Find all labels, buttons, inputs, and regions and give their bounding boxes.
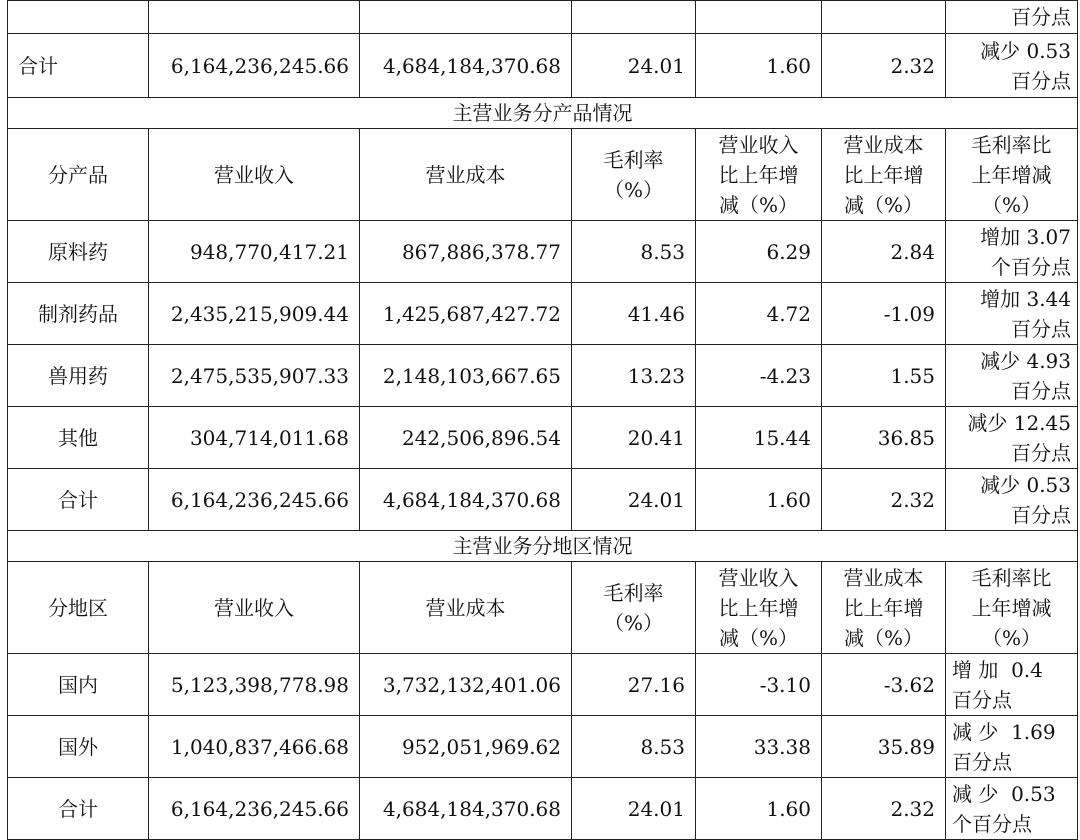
rev-change-cell: 1.60 bbox=[696, 34, 822, 98]
cell-empty bbox=[8, 1, 149, 34]
margin-change-line-1: 减 少 0.53 bbox=[952, 781, 1056, 806]
table-row-total bbox=[8, 469, 1078, 531]
cost-cell: 4,684,184,370.68 bbox=[360, 778, 572, 840]
cost-change-cell: -3.62 bbox=[822, 654, 946, 716]
header-text: 毛利率 bbox=[603, 580, 664, 605]
financial-table bbox=[7, 0, 1078, 840]
table-row bbox=[8, 345, 1078, 407]
revenue-cell: 2,435,215,909.44 bbox=[149, 283, 360, 345]
margin-cell: 24.01 bbox=[572, 469, 696, 531]
header-text: 营业成本 bbox=[843, 132, 924, 157]
revenue-cell: 948,770,417.21 bbox=[149, 221, 360, 283]
margin-change-line-1: 增 加 0.4 bbox=[952, 657, 1043, 682]
margin-change-line-1: 增加 3.44 bbox=[980, 286, 1071, 311]
header-text: 毛利率 bbox=[603, 147, 664, 172]
cost-cell: 3,732,132,401.06 bbox=[360, 654, 572, 716]
header-text: 比上年增 bbox=[718, 162, 799, 187]
header-cost-change bbox=[822, 129, 946, 221]
cost-change-cell: 36.85 bbox=[822, 407, 946, 469]
header-text: 减（%） bbox=[843, 192, 923, 217]
region-section-title-row bbox=[8, 531, 1078, 562]
margin-change-line-2: 百分点 bbox=[1011, 68, 1071, 93]
header-text: 比上年增 bbox=[843, 162, 924, 187]
margin-change-line-2: 百分点 bbox=[952, 749, 1012, 774]
cell-empty bbox=[360, 1, 572, 34]
rev-change-cell: 4.72 bbox=[696, 283, 822, 345]
revenue-cell: 6,164,236,245.66 bbox=[149, 469, 360, 531]
row-label: 国内 bbox=[8, 654, 149, 716]
cost-cell: 2,148,103,667.65 bbox=[360, 345, 572, 407]
section-title: 主营业务分产品情况 bbox=[8, 98, 1078, 129]
table-row bbox=[8, 407, 1078, 469]
margin-change-cell bbox=[946, 407, 1078, 469]
top-partial-row bbox=[8, 1, 1078, 34]
cost-change-cell: 2.32 bbox=[822, 469, 946, 531]
top-total-row bbox=[8, 34, 1078, 98]
row-label: 合计 bbox=[8, 469, 149, 531]
margin-change-cell bbox=[946, 469, 1078, 531]
revenue-cell: 6,164,236,245.66 bbox=[149, 34, 360, 98]
cost-cell: 4,684,184,370.68 bbox=[360, 469, 572, 531]
rev-change-cell: 33.38 bbox=[696, 716, 822, 778]
margin-change-cell bbox=[946, 283, 1078, 345]
header-category: 分产品 bbox=[8, 129, 149, 221]
cost-change-cell: 2.84 bbox=[822, 221, 946, 283]
cell-empty bbox=[822, 1, 946, 34]
rev-change-cell: 15.44 bbox=[696, 407, 822, 469]
margin-cell: 8.53 bbox=[572, 221, 696, 283]
table-row bbox=[8, 283, 1078, 345]
margin-change-line-1: 减少 0.53 bbox=[980, 38, 1071, 63]
header-margin bbox=[572, 562, 696, 654]
header-text: （%） bbox=[981, 192, 1041, 217]
margin-change-line-1: 减少 0.53 bbox=[980, 472, 1071, 497]
margin-change-cell bbox=[946, 345, 1078, 407]
region-header-row bbox=[8, 562, 1078, 654]
margin-change-line-1: 减 少 1.69 bbox=[952, 719, 1056, 744]
margin-cell: 27.16 bbox=[572, 654, 696, 716]
row-label: 其他 bbox=[8, 407, 149, 469]
margin-cell: 20.41 bbox=[572, 407, 696, 469]
rev-change-cell: 1.60 bbox=[696, 778, 822, 840]
header-margin-change bbox=[946, 129, 1078, 221]
cell-empty bbox=[572, 1, 696, 34]
margin-cell: 13.23 bbox=[572, 345, 696, 407]
cost-change-cell: 2.32 bbox=[822, 778, 946, 840]
section-title: 主营业务分地区情况 bbox=[8, 531, 1078, 562]
product-section-title-row bbox=[8, 98, 1078, 129]
cost-change-cell: 1.55 bbox=[822, 345, 946, 407]
header-cost-change bbox=[822, 562, 946, 654]
margin-cell: 8.53 bbox=[572, 716, 696, 778]
header-category: 分地区 bbox=[8, 562, 149, 654]
margin-change-line-2: 百分点 bbox=[1011, 440, 1071, 465]
header-rev-change bbox=[696, 562, 822, 654]
header-text: 减（%） bbox=[843, 625, 923, 650]
cost-change-cell: -1.09 bbox=[822, 283, 946, 345]
cell-empty bbox=[696, 1, 822, 34]
margin-change-tail: 百分点 bbox=[1011, 5, 1071, 29]
revenue-cell: 6,164,236,245.66 bbox=[149, 778, 360, 840]
row-label: 制剂药品 bbox=[8, 283, 149, 345]
header-revenue: 营业收入 bbox=[149, 562, 360, 654]
header-text: 营业收入 bbox=[718, 565, 799, 590]
rev-change-cell: 1.60 bbox=[696, 469, 822, 531]
margin-change-line-2: 百分点 bbox=[1011, 378, 1071, 403]
header-revenue: 营业收入 bbox=[149, 129, 360, 221]
header-text: 营业收入 bbox=[718, 132, 799, 157]
margin-cell: 24.01 bbox=[572, 778, 696, 840]
header-margin bbox=[572, 129, 696, 221]
margin-change-cell bbox=[946, 34, 1078, 98]
header-cost: 营业成本 bbox=[360, 562, 572, 654]
row-label: 兽用药 bbox=[8, 345, 149, 407]
margin-change-line-1: 减少 12.45 bbox=[967, 410, 1071, 435]
margin-change-cell bbox=[946, 716, 1078, 778]
header-rev-change bbox=[696, 129, 822, 221]
cost-cell: 242,506,896.54 bbox=[360, 407, 572, 469]
header-text: 减（%） bbox=[718, 192, 798, 217]
rev-change-cell: -4.23 bbox=[696, 345, 822, 407]
margin-change-cell bbox=[946, 221, 1078, 283]
margin-change-line-2: 百分点 bbox=[1011, 316, 1071, 341]
row-label: 合计 bbox=[8, 778, 149, 840]
header-text: 比上年增 bbox=[718, 595, 799, 620]
cost-cell: 4,684,184,370.68 bbox=[360, 34, 572, 98]
header-cost: 营业成本 bbox=[360, 129, 572, 221]
cost-change-cell: 2.32 bbox=[822, 34, 946, 98]
row-label: 原料药 bbox=[8, 221, 149, 283]
margin-change-cell bbox=[946, 1, 1078, 34]
table-row bbox=[8, 221, 1078, 283]
cost-cell: 952,051,969.62 bbox=[360, 716, 572, 778]
margin-change-line-2: 百分点 bbox=[952, 687, 1012, 712]
margin-change-line-1: 增加 3.07 bbox=[980, 224, 1071, 249]
cost-cell: 867,886,378.77 bbox=[360, 221, 572, 283]
header-text: （%） bbox=[981, 625, 1041, 650]
row-label: 国外 bbox=[8, 716, 149, 778]
table-row bbox=[8, 716, 1078, 778]
revenue-cell: 304,714,011.68 bbox=[149, 407, 360, 469]
header-text: 减（%） bbox=[718, 625, 798, 650]
header-text: 上年增减 bbox=[971, 595, 1052, 620]
header-text: 营业成本 bbox=[843, 565, 924, 590]
header-text: （%） bbox=[603, 610, 663, 635]
rev-change-cell: 6.29 bbox=[696, 221, 822, 283]
header-text: 毛利率比 bbox=[971, 132, 1052, 157]
header-text: 上年增减 bbox=[971, 162, 1052, 187]
margin-cell: 24.01 bbox=[572, 34, 696, 98]
revenue-cell: 2,475,535,907.33 bbox=[149, 345, 360, 407]
margin-cell: 41.46 bbox=[572, 283, 696, 345]
margin-change-line-2: 百分点 bbox=[1011, 502, 1071, 527]
header-text: 比上年增 bbox=[843, 595, 924, 620]
header-text: 毛利率比 bbox=[971, 565, 1052, 590]
row-label: 合计 bbox=[8, 34, 149, 98]
margin-change-cell bbox=[946, 778, 1078, 840]
cost-change-cell: 35.89 bbox=[822, 716, 946, 778]
margin-change-line-1: 减少 4.93 bbox=[980, 348, 1071, 373]
table-row-total bbox=[8, 778, 1078, 840]
header-text: （%） bbox=[603, 177, 663, 202]
product-header-row bbox=[8, 129, 1078, 221]
cell-empty bbox=[149, 1, 360, 34]
table-row bbox=[8, 654, 1078, 716]
revenue-cell: 5,123,398,778.98 bbox=[149, 654, 360, 716]
cost-cell: 1,425,687,427.72 bbox=[360, 283, 572, 345]
revenue-cell: 1,040,837,466.68 bbox=[149, 716, 360, 778]
header-margin-change bbox=[946, 562, 1078, 654]
margin-change-line-2: 个百分点 bbox=[952, 811, 1032, 836]
rev-change-cell: -3.10 bbox=[696, 654, 822, 716]
margin-change-line-2: 个百分点 bbox=[991, 254, 1071, 279]
margin-change-cell bbox=[946, 654, 1078, 716]
